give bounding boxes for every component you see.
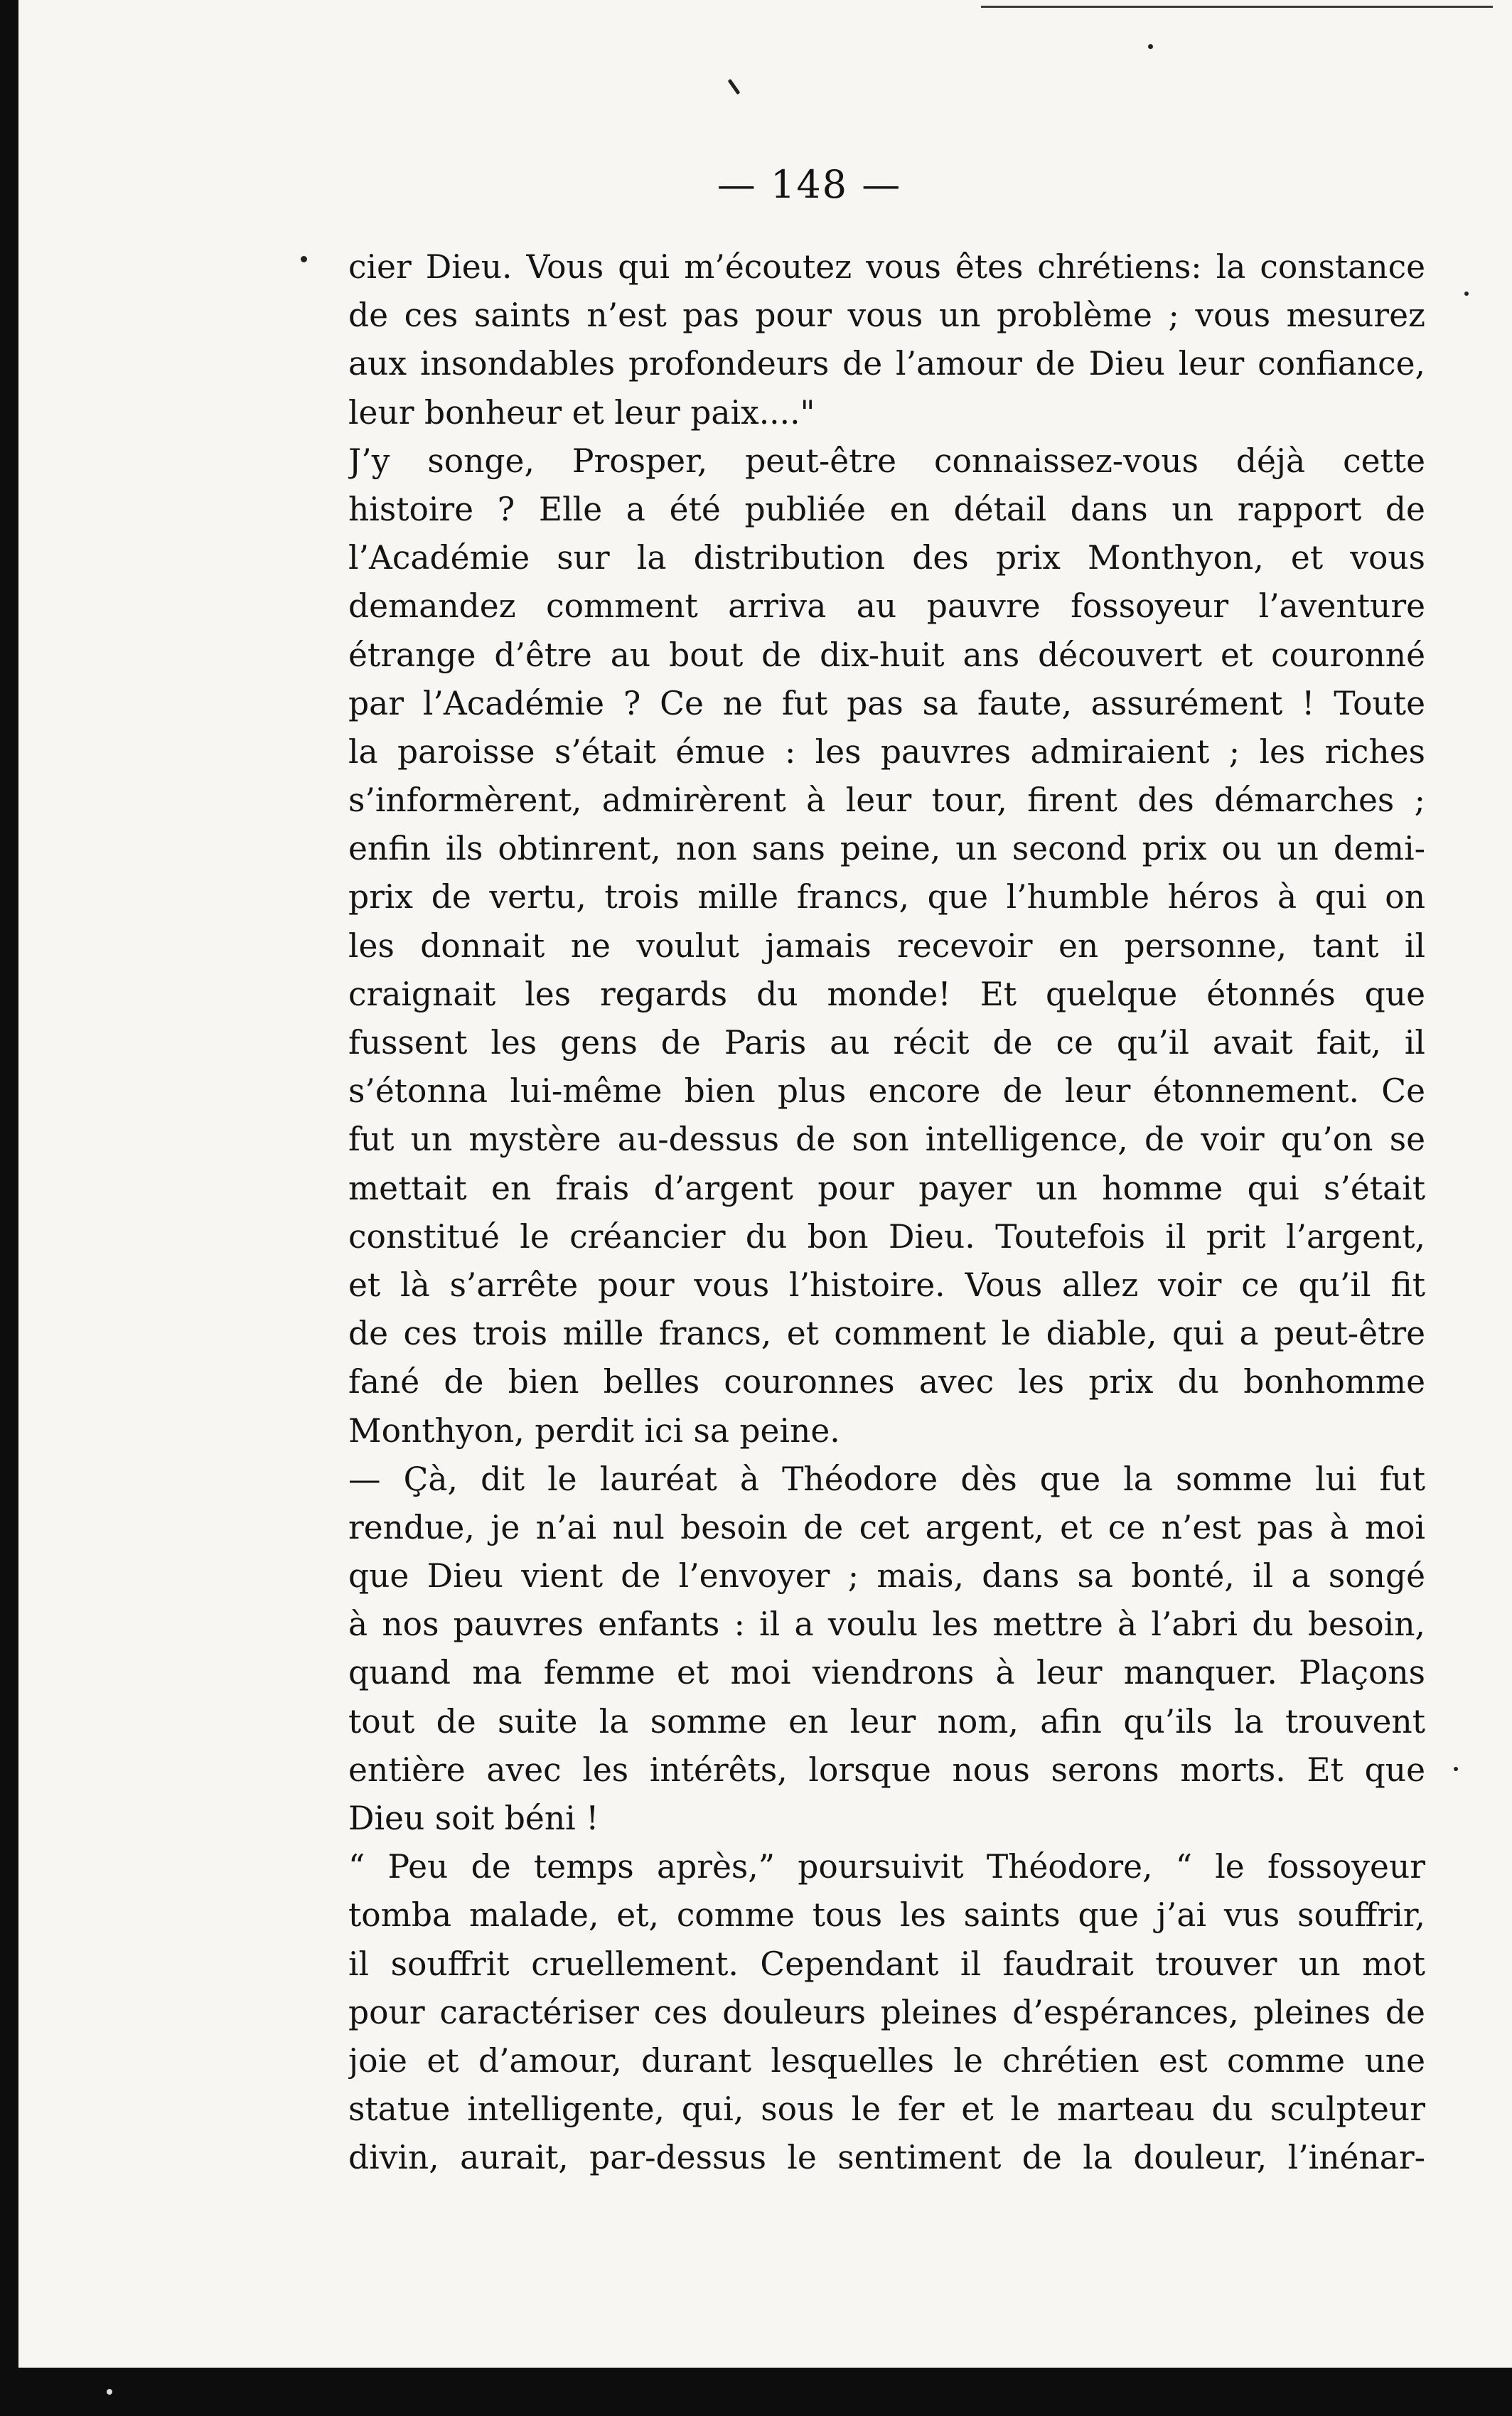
- text-line: fussent les gens de Paris au récit de ce qu’il avait fait, il: [348, 1024, 1425, 1062]
- scan-speck: [1464, 292, 1469, 296]
- text-line: fané de bien belles couronnes avec les prix du bonhomme: [348, 1363, 1425, 1401]
- text-line: par l’Académie ? Ce ne fut pas sa faute, assurément ! Toute: [348, 684, 1425, 722]
- text-line: statue intelligente, qui, sous le fer et le marteau du sculpteur: [348, 2090, 1425, 2129]
- text-line: constitué le créancier du bon Dieu. Toutefois il prit l’argent,: [348, 1217, 1425, 1256]
- text-line: cier Dieu. Vous qui m’écoutez vous êtes chrétiens: la constance: [348, 248, 1425, 286]
- scan-top-line: [981, 6, 1493, 8]
- text-line: les donnait ne voulut jamais recevoir en personne, tant il: [348, 926, 1425, 965]
- scan-speck: [728, 79, 741, 95]
- scan-speck: [107, 2389, 112, 2395]
- text-line: leur bonheur et leur paix....": [348, 393, 815, 432]
- text-line: histoire ? Elle a été publiée en détail dans un rapport de: [348, 490, 1425, 528]
- text-line: mettait en frais d’argent pour payer un homme qui s’était: [348, 1169, 1425, 1207]
- text-line: Dieu soit béni !: [348, 1800, 599, 1837]
- page-body-text: [348, 243, 1425, 2183]
- text-line: Monthyon, perdit ici sa peine.: [348, 1411, 840, 1450]
- text-line: aux insondables profondeurs de l’amour de Dieu leur confiance,: [348, 345, 1425, 383]
- scan-left-border: [0, 0, 18, 2416]
- text-line: étrange d’être au bout de dix-huit ans découvert et couronné: [348, 636, 1425, 674]
- text-line: J’y songe, Prosper, peut-être connaissez-vous déjà cette: [348, 442, 1425, 480]
- text-line: enfin ils obtinrent, non sans peine, un second prix ou un demi-: [348, 830, 1425, 868]
- text-line: joie et d’amour, durant lesquelles le chrétien est comme une: [348, 2041, 1425, 2080]
- text-line: que Dieu vient de l’envoyer ; mais, dans sa bonté, il a songé: [348, 1557, 1425, 1595]
- text-line: tomba malade, et, comme tous les saints que j’ai vus souffrir,: [348, 1896, 1425, 1935]
- text-line: — Çà, dit le lauréat à Théodore dès que la somme lui fut: [348, 1460, 1425, 1498]
- scan-bottom-border: [0, 2368, 1512, 2416]
- text-line: demandez comment arriva au pauvre fossoyeur l’aventure: [348, 587, 1425, 626]
- scan-speck: [1454, 1767, 1458, 1771]
- text-line: craignait les regards du monde! Et quelque étonnés que: [348, 975, 1425, 1013]
- text-line: s’étonna lui-même bien plus encore de leur étonnement. Ce: [348, 1072, 1425, 1111]
- text-line: quand ma femme et moi viendrons à leur manquer. Plaçons: [348, 1654, 1425, 1692]
- scan-speck: [1148, 44, 1153, 49]
- text-line: rendue, je n’ai nul besoin de cet argent, et ce n’est pas à moi: [348, 1508, 1425, 1546]
- text-line: l’Académie sur la distribution des prix Monthyon, et vous: [348, 539, 1425, 577]
- text-line: entière avec les intérêts, lorsque nous serons morts. Et que: [348, 1750, 1425, 1789]
- text-line: divin, aurait, par-dessus le sentiment de la douleur, l’inénar-: [348, 2139, 1425, 2177]
- text-line: fut un mystère au-dessus de son intelligence, de voir qu’on se: [348, 1121, 1425, 1159]
- page-number: — 148 —: [717, 162, 902, 207]
- text-line: et là s’arrête pour vous l’histoire. Vous allez voir ce qu’il fit: [348, 1266, 1425, 1304]
- scan-speck: [301, 256, 307, 262]
- text-line: s’informèrent, admirèrent à leur tour, firent des démarches ;: [348, 781, 1425, 820]
- text-line: de ces trois mille francs, et comment le diable, qui a peut-être: [348, 1315, 1425, 1353]
- text-line: la paroisse s’était émue : les pauvres admiraient ; les riches: [348, 732, 1425, 771]
- text-line: il souffrit cruellement. Cependant il faudrait trouver un mot: [348, 1945, 1425, 1983]
- text-line: tout de suite la somme en leur nom, afin qu’ils la trouvent: [348, 1702, 1425, 1741]
- text-line: à nos pauvres enfants : il a voulu les mettre à l’abri du besoin,: [348, 1605, 1425, 1644]
- text-line: pour caractériser ces douleurs pleines d’espérances, pleines de: [348, 1993, 1425, 2031]
- text-line: “ Peu de temps après,” poursuivit Théodore, “ le fossoyeur: [348, 1848, 1425, 1886]
- text-line: prix de vertu, trois mille francs, que l’humble héros à qui on: [348, 878, 1425, 916]
- text-line: de ces saints n’est pas pour vous un problème ; vous mesurez: [348, 296, 1425, 335]
